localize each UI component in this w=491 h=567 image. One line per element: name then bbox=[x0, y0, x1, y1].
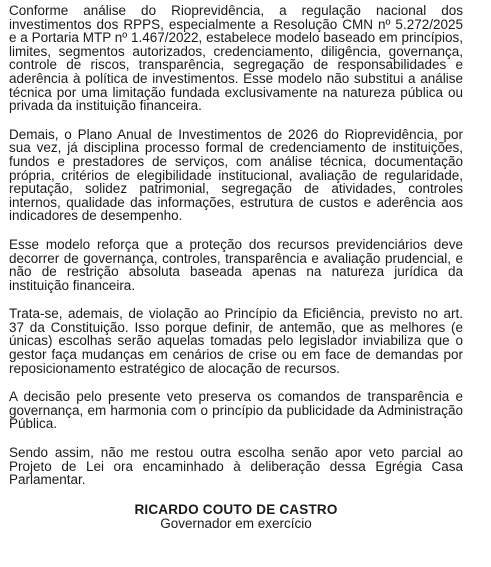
paragraph-rpps-regulation: Conforme análise do Rioprevidência, a regulação nacional dos investimentos dos RPPS, especialmente a Resolução CMN nº 5.272/2025 e a Portaria MTP nº 1.467/2022, estabelece modelo baseado em princípios, limites, segmentos autorizados, credenciamento, diligência, governança, controle de riscos, transparência, segregação de responsabilidades e aderência à política de investimentos. Esse modelo não substitui a análise técnica por uma limitação fundada exclusivamente na natureza pública ou privada da instituição financeira. bbox=[9, 3, 463, 114]
paragraph-efficiency-principle: Trata-se, ademais, de violação ao Princípio da Eficiência, previsto no art. 37 da Constituição. Isso porque definir, de antemão, que as melhores (e únicas) escolhas serão aquelas tomadas pelo legislador inviabiliza que o gestor faça mudanças em cenários de crise ou em face de demandas por reposicionamento estratégico de alocação de recursos. bbox=[9, 306, 463, 376]
signatory-name: RICARDO COUTO DE CASTRO bbox=[134, 501, 338, 517]
signatory-role: Governador em exercício bbox=[160, 515, 312, 531]
paragraph-conclusion: Sendo assim, não me restou outra escolha senão apor veto parcial ao Projeto de Lei ora encaminhado à deliberação dessa Egrégia Casa Parlamentar. bbox=[9, 445, 463, 488]
document-body bbox=[9, 4, 463, 531]
paragraph-model-reinforcement: Esse modelo reforça que a proteção dos recursos previdenciários deve decorrer de governança, controles, transparência e avaliação prudencial, e não de restrição absoluta baseada apenas na natureza jurídica da instituição financeira. bbox=[9, 236, 463, 293]
paragraph-veto-decision: A decisão pelo presente veto preserva os comandos de transparência e governança, em harmonia com o princípio da publicidade da Administração Pública. bbox=[9, 389, 463, 432]
signature-block bbox=[9, 502, 463, 531]
paragraph-investment-plan: Demais, o Plano Anual de Investimentos de 2026 do Rioprevidência, por sua vez, já disciplina processo formal de credenciamento de instituições, fundos e prestadores de serviços, com análise técnica, documentação própria, critérios de elegibilidade institucional, avaliação de regularidade, reputação, solidez patrimonial, segregação de atividades, controles internos, qualidade das informações, estrutura de custos e aderência aos indicadores de desempenho. bbox=[9, 126, 463, 224]
